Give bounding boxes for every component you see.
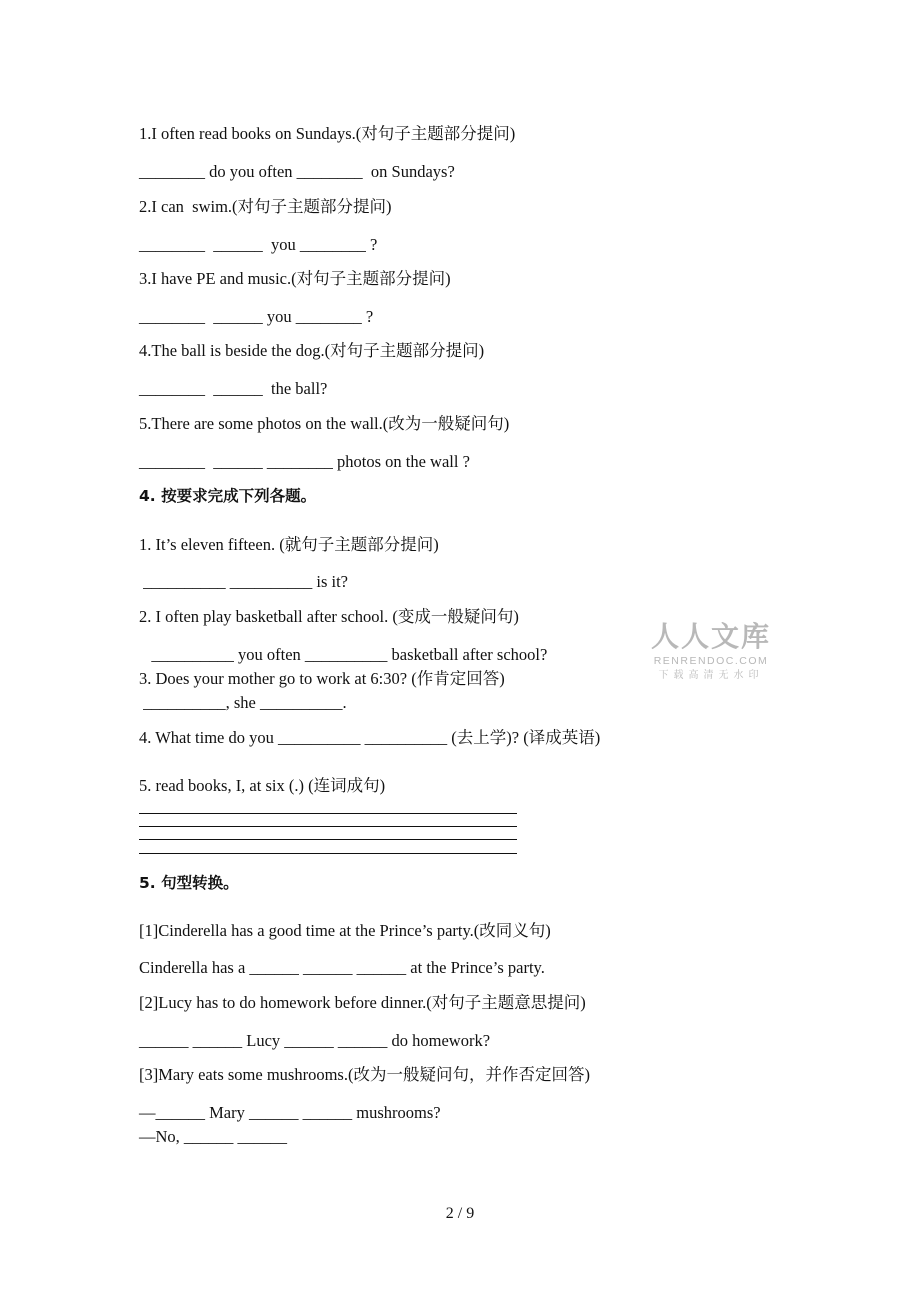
question-prompt: 3.I have PE and music.(对句子主题部分提问) bbox=[139, 269, 451, 288]
answer-line: Cinderella has a ______ ______ ______ at the Prince’s party. bbox=[139, 958, 545, 977]
page-indicator: 2 / 9 bbox=[445, 1205, 475, 1222]
answer-line: ________ do you often ________ on Sundays? bbox=[139, 162, 455, 181]
answer-line: __________ you often __________ basketball after school? bbox=[139, 645, 548, 664]
question-prompt: 1. It’s eleven fifteen. (就句子主题部分提问) bbox=[139, 535, 439, 554]
answer-line: —______ Mary ______ ______ mushrooms? bbox=[139, 1103, 441, 1122]
writing-line bbox=[139, 826, 517, 827]
question-prompt: [1]Cinderella has a good time at the Prince’s party.(改同义句) bbox=[139, 921, 551, 940]
answer-line: —No, ______ ______ bbox=[139, 1127, 288, 1146]
question-prompt: 3. Does your mother go to work at 6:30? (作肯定回答) bbox=[139, 669, 505, 688]
question-prompt: 2.I can swim.(对句子主题部分提问) bbox=[139, 197, 392, 216]
question-prompt: 4.The ball is beside the dog.(对句子主题部分提问) bbox=[139, 341, 485, 360]
section-heading: 5. 句型转换。 bbox=[139, 874, 239, 892]
watermark-title: 人人文库 bbox=[650, 620, 771, 653]
writing-line bbox=[139, 839, 517, 840]
section-heading: 4. 按要求完成下列各题。 bbox=[139, 487, 317, 505]
answer-line: __________, she __________. bbox=[139, 693, 347, 712]
watermark bbox=[646, 620, 776, 684]
answer-line: ________ ______ you ________ ? bbox=[139, 235, 378, 254]
question-prompt: 2. I often play basketball after school. (变成一般疑问句) bbox=[139, 607, 519, 626]
answer-line: ________ ______ ________ photos on the wall ? bbox=[139, 452, 470, 471]
question-prompt: 1.I often read books on Sundays.(对句子主题部分提问) bbox=[139, 124, 516, 143]
question-prompt: [2]Lucy has to do homework before dinner.(对句子主题意思提问) bbox=[139, 993, 586, 1012]
watermark-domain: RENRENDOC.COM bbox=[653, 655, 769, 667]
question-prompt: [3]Mary eats some mushrooms.(改为一般疑问句，并作否定回答) bbox=[139, 1065, 590, 1084]
answer-line: ________ ______ the ball? bbox=[139, 379, 328, 398]
watermark-tagline: 下载高清无水印 bbox=[658, 670, 764, 681]
answer-line: ________ ______ you ________ ? bbox=[139, 307, 374, 326]
writing-line bbox=[139, 813, 517, 814]
question-prompt: 5. read books, I, at six (.) (连词成句) bbox=[139, 776, 386, 795]
writing-line bbox=[139, 853, 517, 854]
answer-line: __________ __________ is it? bbox=[139, 572, 348, 591]
question-prompt: 5.There are some photos on the wall.(改为一般疑问句) bbox=[139, 414, 510, 433]
question-prompt: 4. What time do you __________ __________ (去上学)? (译成英语) bbox=[139, 728, 601, 747]
answer-line: ______ ______ Lucy ______ ______ do homework? bbox=[139, 1031, 491, 1050]
